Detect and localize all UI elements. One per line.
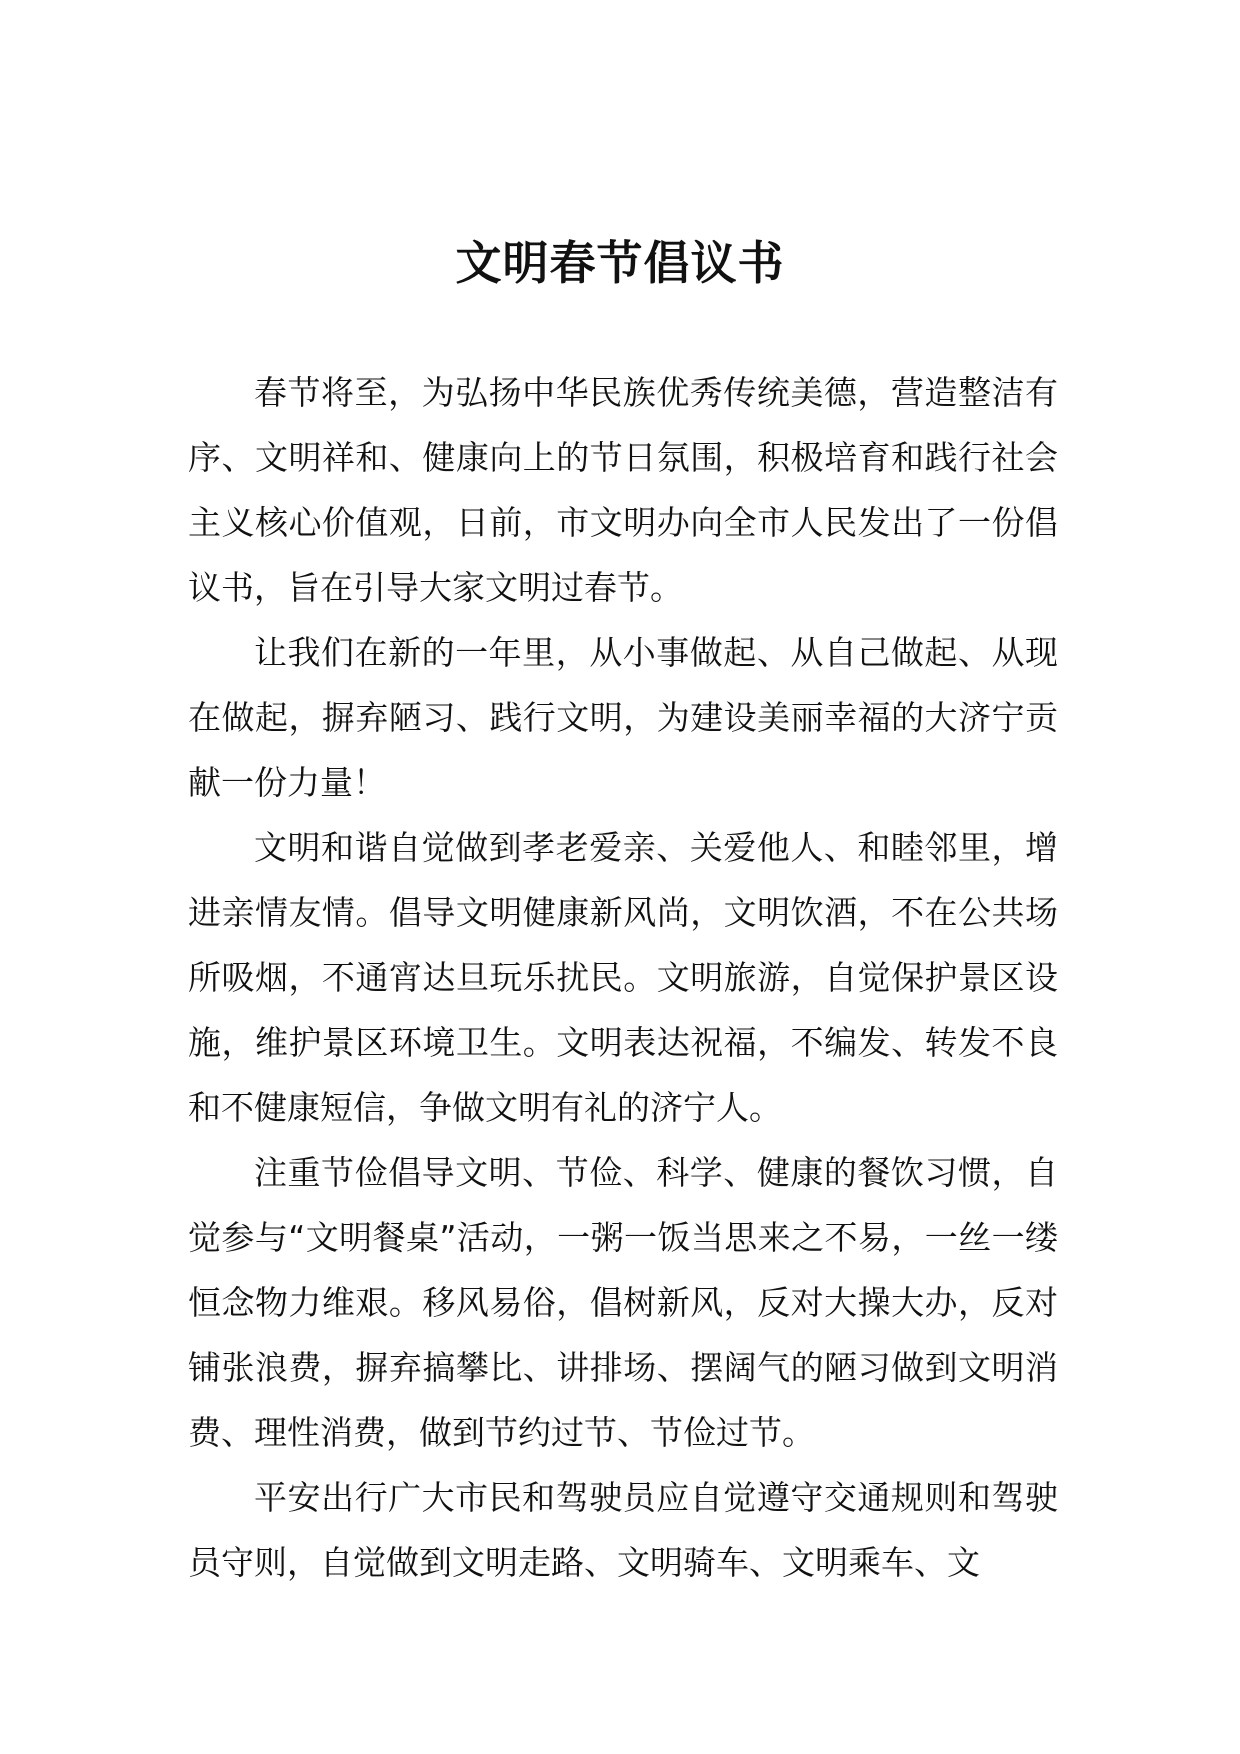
paragraph-frugality: 注重节俭倡导文明、节俭、科学、健康的餐饮习惯，自觉参与“文明餐桌”活动，一粥一饭当思来之不易，一丝一缕恒念物力维艰。移风易俗，倡树新风，反对大操大办，反对铺张浪费，摒弃搞攀比、讲排场、摆阔气的陋习做到文明消费、理性消费，做到节约过节、节俭过节。 xyxy=(188,1153,1058,1452)
paragraph-call-to-action: 让我们在新的一年里，从小事做起、从自己做起、从现在做起，摒弃陋习、践行文明，为建设美丽幸福的大济宁贡献一份力量！ xyxy=(188,633,1058,802)
document-body xyxy=(188,360,1058,1595)
document-title: 文明春节倡议书 xyxy=(455,236,785,290)
paragraph-intro: 春节将至，为弘扬中华民族优秀传统美德，营造整洁有序、文明祥和、健康向上的节日氛围，积极培育和践行社会主义核心价值观，日前，市文明办向全市人民发出了一份倡议书，旨在引导大家文明过春节。 xyxy=(188,373,1058,607)
paragraph-safe-travel: 平安出行广大市民和驾驶员应自觉遵守交通规则和驾驶员守则，自觉做到文明走路、文明骑车、文明乘车、文 xyxy=(188,1478,1058,1582)
paragraph-civility-harmony: 文明和谐自觉做到孝老爱亲、关爱他人、和睦邻里，增进亲情友情。倡导文明健康新风尚，文明饮酒，不在公共场所吸烟，不通宵达旦玩乐扰民。文明旅游，自觉保护景区设施，维护景区环境卫生。文明表达祝福，不编发、转发不良和不健康短信，争做文明有礼的济宁人。 xyxy=(188,828,1058,1127)
